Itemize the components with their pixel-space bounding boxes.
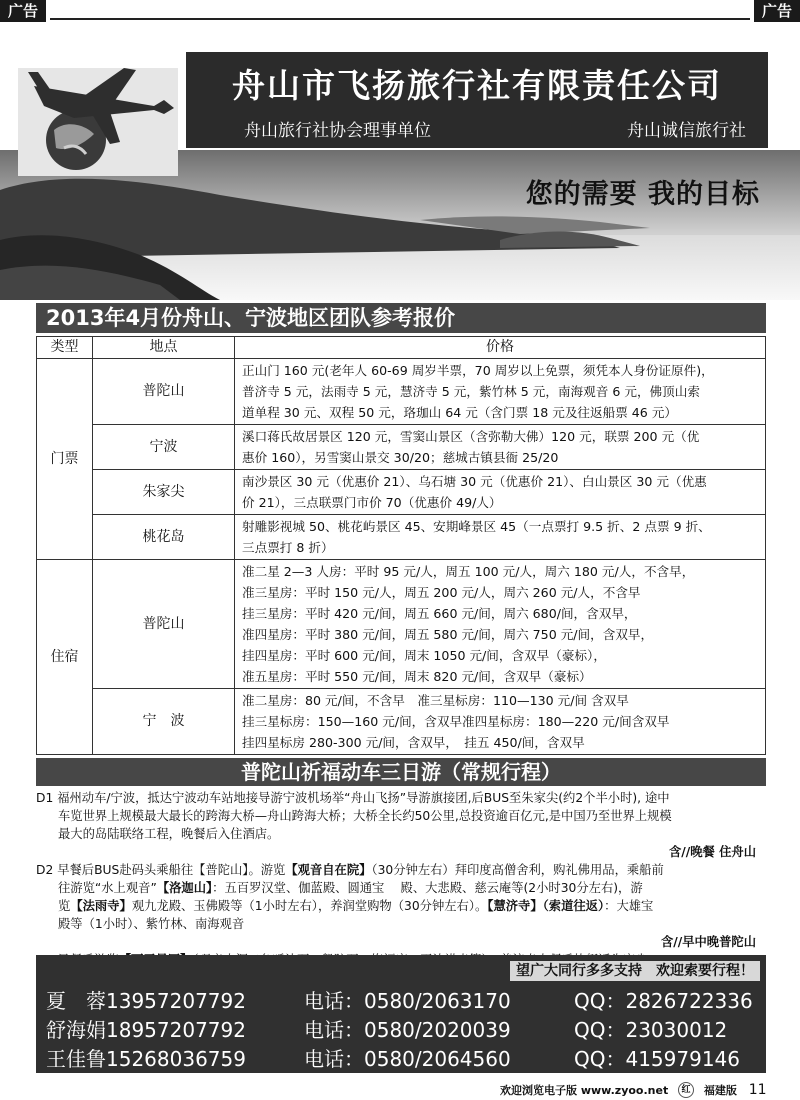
price-cell [235, 689, 766, 755]
table-row [37, 515, 766, 560]
contact-qq: QQ：23030012 [574, 1018, 728, 1042]
top-divider [50, 18, 750, 20]
table-row [37, 470, 766, 515]
contact-phone: 电话：0580/2063170 [304, 989, 511, 1013]
location-cell: 朱家尖 [93, 470, 235, 515]
price-cell [235, 560, 766, 689]
price-line: 南沙景区 30 元（优惠价 21）、乌石塘 30 元（优惠价 21）、白山景区 30 元（优惠 [242, 474, 707, 489]
itinerary-line: 览【法雨寺】观九龙殿、玉佛殿等（1小时左右），养润堂购物（30分钟左右）。【慧济寺】（索道往返）：大雄宝 [58, 899, 654, 913]
contact-row [46, 1014, 766, 1042]
company-subtitle-right: 舟山诚信旅行社 [627, 121, 746, 141]
edition-badge-icon: 红 [678, 1082, 694, 1098]
itinerary-line: 最大的岛陆联络工程，晚餐后入住酒店。 [58, 827, 280, 841]
price-line: 准四星房：平时 380 元/间，周五 580 元/间，周六 750 元/间，含双早， [242, 627, 654, 642]
price-line: 准五星房：平时 550 元/间，周末 820 元/间，含双早（豪标） [242, 669, 592, 684]
contact-box [36, 955, 766, 1073]
ad-label-right: 广告 [754, 0, 800, 22]
itinerary-line: D2 早餐后BUS赴码头乘船往【普陀山】。游览【观音自在院】（30分钟左右）拜印度高僧舍利，购礼佛用品，乘船前 [36, 863, 664, 877]
company-header [186, 52, 768, 148]
table-row [37, 560, 766, 689]
meal-note: 含//早中晚普陀山 [660, 935, 756, 949]
company-subtitle-left: 舟山旅行社协会理事单位 [244, 121, 431, 141]
location-cell: 普陀山 [93, 560, 235, 689]
price-line: 射雕影视城 50、桃花屿景区 45、安期峰景区 45（一点票打 9.5 折、2 点票 9 折、 [242, 519, 711, 534]
contact-name-mobile: 夏 蓉13957207792 [46, 989, 246, 1013]
price-line: 三点票打 8 折） [242, 540, 334, 555]
type-lodging: 住宿 [37, 560, 93, 755]
edition-label: 福建版 [703, 1084, 737, 1097]
table-row [37, 359, 766, 425]
price-cell [235, 515, 766, 560]
price-line: 准二星房：80 元/间，不含早 准三星标房：110—130 元/间 含双早 [242, 693, 629, 708]
location-cell: 宁波 [93, 425, 235, 470]
contact-row [46, 985, 766, 1013]
location-cell: 普陀山 [93, 359, 235, 425]
header-location: 地点 [93, 337, 235, 359]
itinerary-line: 殿等（1小时）、紫竹林、南海观音 [58, 917, 245, 931]
welcome-banner: 望广大同行多多支持 欢迎索要行程！ [510, 961, 760, 981]
footer-text: 欢迎浏览电子版 www.zyoo.net [500, 1084, 669, 1097]
page-footer [500, 1082, 767, 1098]
price-line: 准二星 2—3 人房：平时 95 元/人，周五 100 元/人，周六 180 元/人，不含早， [242, 564, 695, 579]
airplane-globe-logo [14, 48, 184, 178]
price-cell [235, 470, 766, 515]
location-cell: 宁 波 [93, 689, 235, 755]
contact-name-mobile: 王佳鲁15268036759 [46, 1047, 246, 1071]
contact-name-mobile: 舒海娟18957207792 [46, 1018, 246, 1042]
price-cell [235, 425, 766, 470]
price-line: 准三星房：平时 150 元/人，周五 200 元/人，周六 260 元/人，不含早 [242, 585, 641, 600]
price-line: 溪口蒋氏故居景区 120 元，雪窦山景区（含弥勒大佛）120 元，联票 200 元（优 [242, 429, 700, 444]
table-header-row [37, 337, 766, 359]
table-row [37, 689, 766, 755]
type-tickets: 门票 [37, 359, 93, 560]
itinerary-line: D1 福州动车/宁波，抵达宁波动车站地接导游宁波机场举“舟山飞扬”导游旗接团,后BUS至朱家尖(约2个半小时), 途中 [36, 791, 670, 805]
header-price: 价格 [235, 337, 766, 359]
contact-qq: QQ：415979146 [574, 1047, 741, 1071]
contact-row [46, 1043, 766, 1071]
price-line: 价 21），三点联票门市价 70（优惠价 49/人） [242, 495, 502, 510]
meal-note: 含//晚餐 住舟山 [668, 845, 756, 859]
price-section-title: 2013年4月份舟山、宁波地区团队参考报价 [36, 303, 766, 333]
price-line: 挂三星房：平时 420 元/间，周五 660 元/间，周六 680/间，含双早， [242, 606, 637, 621]
price-line: 挂四星标房 280-300 元/间，含双早， 挂五 450/间，含双早 [242, 735, 585, 750]
slogan: 您的需要 我的目标 [525, 179, 760, 210]
price-line: 惠价 160），另雪窦山景交 30/20；慈城古镇县衙 25/20 [242, 450, 559, 465]
contact-qq: QQ：2826722336 [574, 989, 753, 1013]
table-row [37, 425, 766, 470]
price-line: 普济寺 5 元，法雨寺 5 元，慧济寺 5 元，紫竹林 5 元，南海观音 6 元，佛顶山索 [242, 384, 700, 399]
ad-label-left: 广告 [0, 0, 46, 22]
page-number: 11 [748, 1082, 767, 1098]
location-cell: 桃花岛 [93, 515, 235, 560]
contact-phone: 电话：0580/2020039 [304, 1018, 511, 1042]
price-table [36, 336, 766, 755]
price-line: 正山门 160 元(老年人 60-69 周岁半票，70 周岁以上免票，须凭本人身份证原件)， [242, 363, 714, 378]
itinerary-line: 车览世界上规模最大最长的跨海大桥—舟山跨海大桥；大桥全长约50公里,总投资逾百亿元,是中国乃至世界上规模 [58, 809, 672, 823]
tour-section-title: 普陀山祈福动车三日游（常规行程） [36, 758, 766, 786]
itinerary-line: 往游览“水上观音”【洛迦山】：五百罗汉堂、伽蓝殿、圆通宝 殿、大悲殿、慈云庵等(2小时30分左右)，游 [58, 881, 643, 895]
company-name: 舟山市飞扬旅行社有限责任公司 [232, 66, 722, 105]
price-cell [235, 359, 766, 425]
header-type: 类型 [37, 337, 93, 359]
price-line: 挂四星房：平时 600 元/间，周末 1050 元/间，含双早（豪标）， [242, 648, 606, 663]
contact-phone: 电话：0580/2064560 [304, 1047, 511, 1071]
price-line: 道单程 30 元、双程 50 元，珞珈山 64 元（含门票 18 元及往返船票 46 元） [242, 405, 678, 420]
price-line: 挂三星标房：150—160 元/间，含双早准四星标房：180—220 元/间含双早 [242, 714, 670, 729]
